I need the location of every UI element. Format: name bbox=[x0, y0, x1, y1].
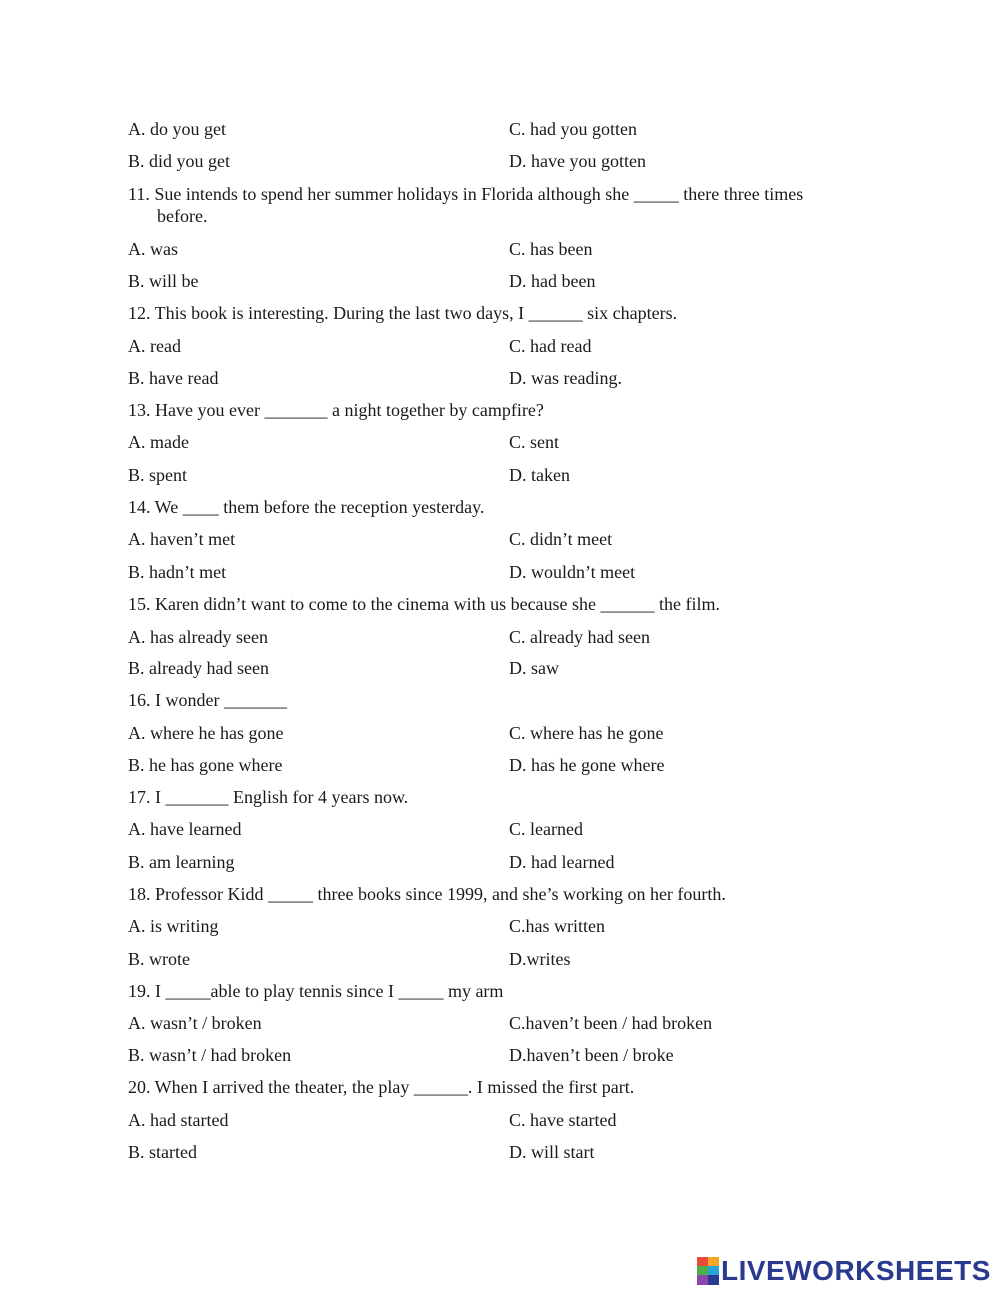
option-c: C. already had seen bbox=[509, 627, 650, 647]
option-d: D. has he gone where bbox=[509, 755, 665, 775]
option-c: C. have started bbox=[509, 1110, 617, 1130]
option-a: A. where he has gone bbox=[128, 723, 284, 743]
question-11-cont: before. bbox=[157, 206, 208, 226]
option-d: D. wouldn’t meet bbox=[509, 562, 636, 582]
option-d: D. had learned bbox=[509, 852, 615, 872]
option-a: A. read bbox=[128, 336, 181, 356]
option-d: D. was reading. bbox=[509, 368, 622, 388]
option-c: C.has written bbox=[509, 916, 605, 936]
option-d: D. saw bbox=[509, 658, 559, 678]
option-d: D. had been bbox=[509, 271, 596, 291]
option-d: D. will start bbox=[509, 1142, 595, 1162]
option-c: C. didn’t meet bbox=[509, 529, 613, 549]
option-c: C. where has he gone bbox=[509, 723, 664, 743]
option-b: B. did you get bbox=[128, 151, 230, 171]
option-b: B. wrote bbox=[128, 949, 190, 969]
option-c: C. has been bbox=[509, 239, 593, 259]
question-11: 11. Sue intends to spend her summer holidays in Florida although she _____ there three times bbox=[128, 184, 804, 204]
option-a: A. is writing bbox=[128, 916, 219, 936]
option-b: B. he has gone where bbox=[128, 755, 283, 775]
option-a: A. was bbox=[128, 239, 178, 259]
question-19: 19. I _____able to play tennis since I _____ my arm bbox=[128, 981, 504, 1001]
liveworksheets-logo-icon bbox=[697, 1257, 719, 1285]
question-12: 12. This book is interesting. During the last two days, I ______ six chapters. bbox=[128, 303, 678, 323]
option-a: A. had started bbox=[128, 1110, 229, 1130]
option-c: C. had read bbox=[509, 336, 592, 356]
question-18: 18. Professor Kidd _____ three books since 1999, and she’s working on her fourth. bbox=[128, 884, 726, 904]
option-b: B. started bbox=[128, 1142, 197, 1162]
option-d: D.writes bbox=[509, 949, 571, 969]
option-b: B. am learning bbox=[128, 852, 235, 872]
option-b: B. will be bbox=[128, 271, 199, 291]
question-20: 20. When I arrived the theater, the play ______. I missed the first part. bbox=[128, 1077, 635, 1097]
question-14: 14. We ____ them before the reception yesterday. bbox=[128, 497, 485, 517]
option-a: A. haven’t met bbox=[128, 529, 236, 549]
liveworksheets-logo bbox=[697, 1256, 991, 1286]
question-16: 16. I wonder _______ bbox=[128, 690, 287, 710]
option-b: B. have read bbox=[128, 368, 219, 388]
option-b: B. wasn’t / had broken bbox=[128, 1045, 292, 1065]
option-c: C.haven’t been / had broken bbox=[509, 1013, 713, 1033]
question-17: 17. I _______ English for 4 years now. bbox=[128, 787, 409, 807]
option-c: C. sent bbox=[509, 432, 560, 452]
option-d: D. taken bbox=[509, 465, 570, 485]
option-c: C. had you gotten bbox=[509, 119, 637, 139]
option-a: A. has already seen bbox=[128, 627, 268, 647]
option-d: D.haven’t been / broke bbox=[509, 1045, 674, 1065]
option-b: B. spent bbox=[128, 465, 188, 485]
option-a: A. made bbox=[128, 432, 189, 452]
question-13: 13. Have you ever _______ a night together by campfire? bbox=[128, 400, 544, 420]
option-b: B. already had seen bbox=[128, 658, 269, 678]
liveworksheets-logo-text: LIVEWORKSHEETS bbox=[721, 1255, 991, 1286]
question-15: 15. Karen didn’t want to come to the cinema with us because she ______ the film. bbox=[128, 594, 721, 614]
option-d: D. have you gotten bbox=[509, 151, 646, 171]
option-b: B. hadn’t met bbox=[128, 562, 227, 582]
option-a: A. have learned bbox=[128, 819, 242, 839]
option-a: A. wasn’t / broken bbox=[128, 1013, 262, 1033]
option-a: A. do you get bbox=[128, 119, 226, 139]
option-c: C. learned bbox=[509, 819, 583, 839]
